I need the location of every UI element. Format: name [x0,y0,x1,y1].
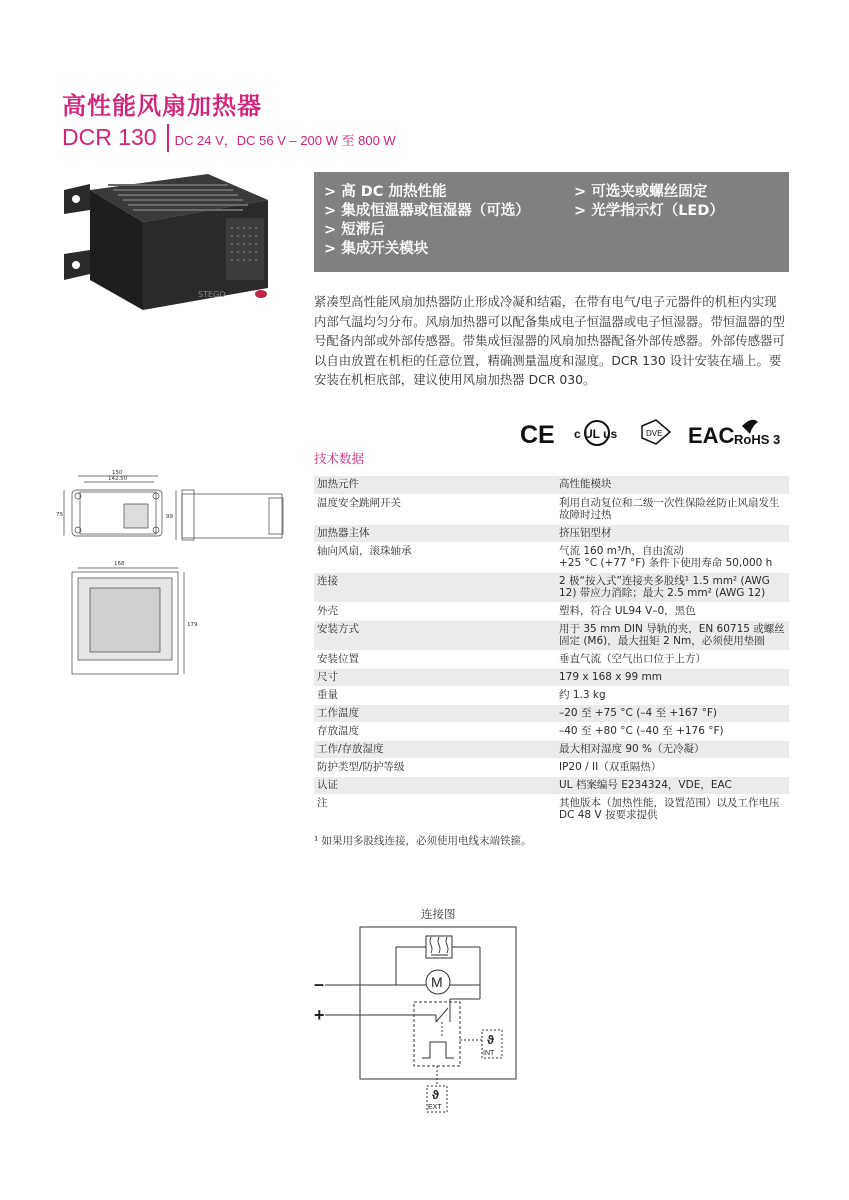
table-row [314,722,789,740]
feature-item: > 集成开关模块 [324,241,429,257]
table-row [314,650,789,668]
ext-sensor-label: EXT [428,1104,442,1111]
tech-data-table [314,476,789,825]
motor-label: M [431,974,443,990]
dim-label: 99 [166,514,173,520]
spec-value: 其他版本（加热性能，设置范围）以及工作电压 DC 48 V 按要求提供 [556,794,789,824]
table-row [314,704,789,722]
spec-key: 安装方式 [314,620,556,650]
spec-value: 179 x 168 x 99 mm [556,668,789,686]
dim-label: 75 [56,512,63,518]
dim-label: 150 [112,470,123,476]
spec-value: 用于 35 mm DIN 导轨的夹，EN 60715 或螺丝固定 (M6)，最大扭矩 2 Nm，必须使用垫圈 [556,620,789,650]
model-name: DCR 130 [62,124,157,150]
product-description: 紧凑型高性能风扇加热器防止形成冷凝和结霜，在带有电气/电子元器件的机柜内实现内部气温均匀分布。风扇加热器可以配备集成电子恒温器或电子恒湿器。带恒温器的型号配备内部或外部传感器。带集成恒湿器的风扇加热器配备外部传感器。外部传感器可以自由放置在机柜的任意位置，精确测量温度和湿度。DCR 130 设计安装在墙上。要安装在机柜底部，建议使用风扇加热器 DCR 030。 [314,294,785,387]
spec-value: 2 极“按入式”连接夹多股线¹ 1.5 mm² (AWG 12) 带应力消除；最大 2.5 mm² (AWG 12) [556,572,789,602]
footnote: ¹ 如果用多股线连接，必须使用电线末端铁箍。 [314,835,532,847]
spec-value: IP20 / II（双重隔热） [556,758,789,776]
spec-key: 防护类型/防护等级 [314,758,556,776]
rohs-mark-icon [734,420,780,447]
spec-key: 认证 [314,776,556,794]
spec-value: UL 档案编号 E234324，VDE，EAC [556,776,789,794]
spec-value: 约 1.3 kg [556,686,789,704]
wiring-diagram-title: 连接图 [421,907,456,921]
spec-key: 尺寸 [314,668,556,686]
power-spec: DC 24 V，DC 56 V – 200 W 至 800 W [174,133,396,148]
dim-label: 168 [114,561,125,567]
feature-item: > 短滞后 [324,222,385,238]
spec-key: 注 [314,794,556,824]
spec-key: 重量 [314,686,556,704]
ce-mark-icon: CE [520,421,555,449]
table-row [314,476,789,494]
spec-key: 工作/存放湿度 [314,740,556,758]
ext-sensor-symbol: ϑ [432,1088,439,1102]
spec-value: 气流 160 m³/h，自由流动 +25 °C (+77 °F) 条件下使用寿命 50,000 h [556,542,789,572]
table-row [314,494,789,524]
table-row [314,620,789,650]
spec-value: –40 至 +80 °C (–40 至 +176 °F) [556,722,789,740]
spec-key: 连接 [314,572,556,602]
svg-text:STEGO: STEGO [198,290,226,299]
wiring-diagram [310,922,530,1117]
tech-data-title: 技术数据 [314,451,365,466]
features-right [574,183,789,272]
page-title: 高性能风扇加热器 [62,92,262,120]
ul-mark-icon [574,421,617,445]
table-row [314,776,789,794]
spec-key: 加热器主体 [314,524,556,542]
table-row [314,602,789,620]
spec-key: 加热元件 [314,476,556,494]
spec-value: 塑料，符合 UL94 V–0，黑色 [556,602,789,620]
table-row [314,524,789,542]
spec-value: 垂直气流（空气出口位于上方） [556,650,789,668]
dim-label: 179 [187,622,198,628]
dimension-drawing [54,468,299,693]
table-row [314,758,789,776]
subtitle [62,124,396,152]
spec-key: 存放温度 [314,722,556,740]
spec-value: 高性能模块 [556,476,789,494]
minus-terminal-label: – [314,974,325,994]
title-divider [167,124,169,152]
spec-key: 轴向风扇，滚珠轴承 [314,542,556,572]
features-box [314,172,789,272]
certification-logos [516,416,788,450]
int-sensor-symbol: ϑ [487,1033,494,1047]
spec-key: 温度安全跳闸开关 [314,494,556,524]
feature-item: > 高 DC 加热性能 [324,184,447,200]
dim-label: 142.50 [108,476,128,482]
ul-mark-text: c UL us [574,427,618,441]
table-row [314,740,789,758]
features-left [324,183,574,272]
spec-value: 利用自动复位和二级一次性保险丝防止风扇发生故障时过热 [556,494,789,524]
spec-value: –20 至 +75 °C (–4 至 +167 °F) [556,704,789,722]
spec-value: 挤压铝型材 [556,524,789,542]
table-row [314,542,789,572]
vde-mark-text: DVE [646,429,663,438]
spec-key: 工作温度 [314,704,556,722]
spec-key: 安装位置 [314,650,556,668]
rohs-mark-text: RoHS 3 [734,432,781,447]
feature-item: > 集成恒温器或恒湿器（可选） [324,203,530,219]
table-row [314,686,789,704]
feature-item: > 可选夹或螺丝固定 [574,184,708,200]
product-image [58,170,278,310]
eac-mark-icon: EAC [688,423,735,448]
spec-value: 最大相对湿度 90 %（无冷凝） [556,740,789,758]
vde-mark-icon [642,420,670,444]
int-sensor-label: INT [483,1050,495,1057]
plus-terminal-label: + [314,1005,325,1025]
table-row [314,794,789,824]
spec-key: 外壳 [314,602,556,620]
table-row [314,668,789,686]
feature-item: > 光学指示灯（LED） [574,203,724,219]
table-row [314,572,789,602]
